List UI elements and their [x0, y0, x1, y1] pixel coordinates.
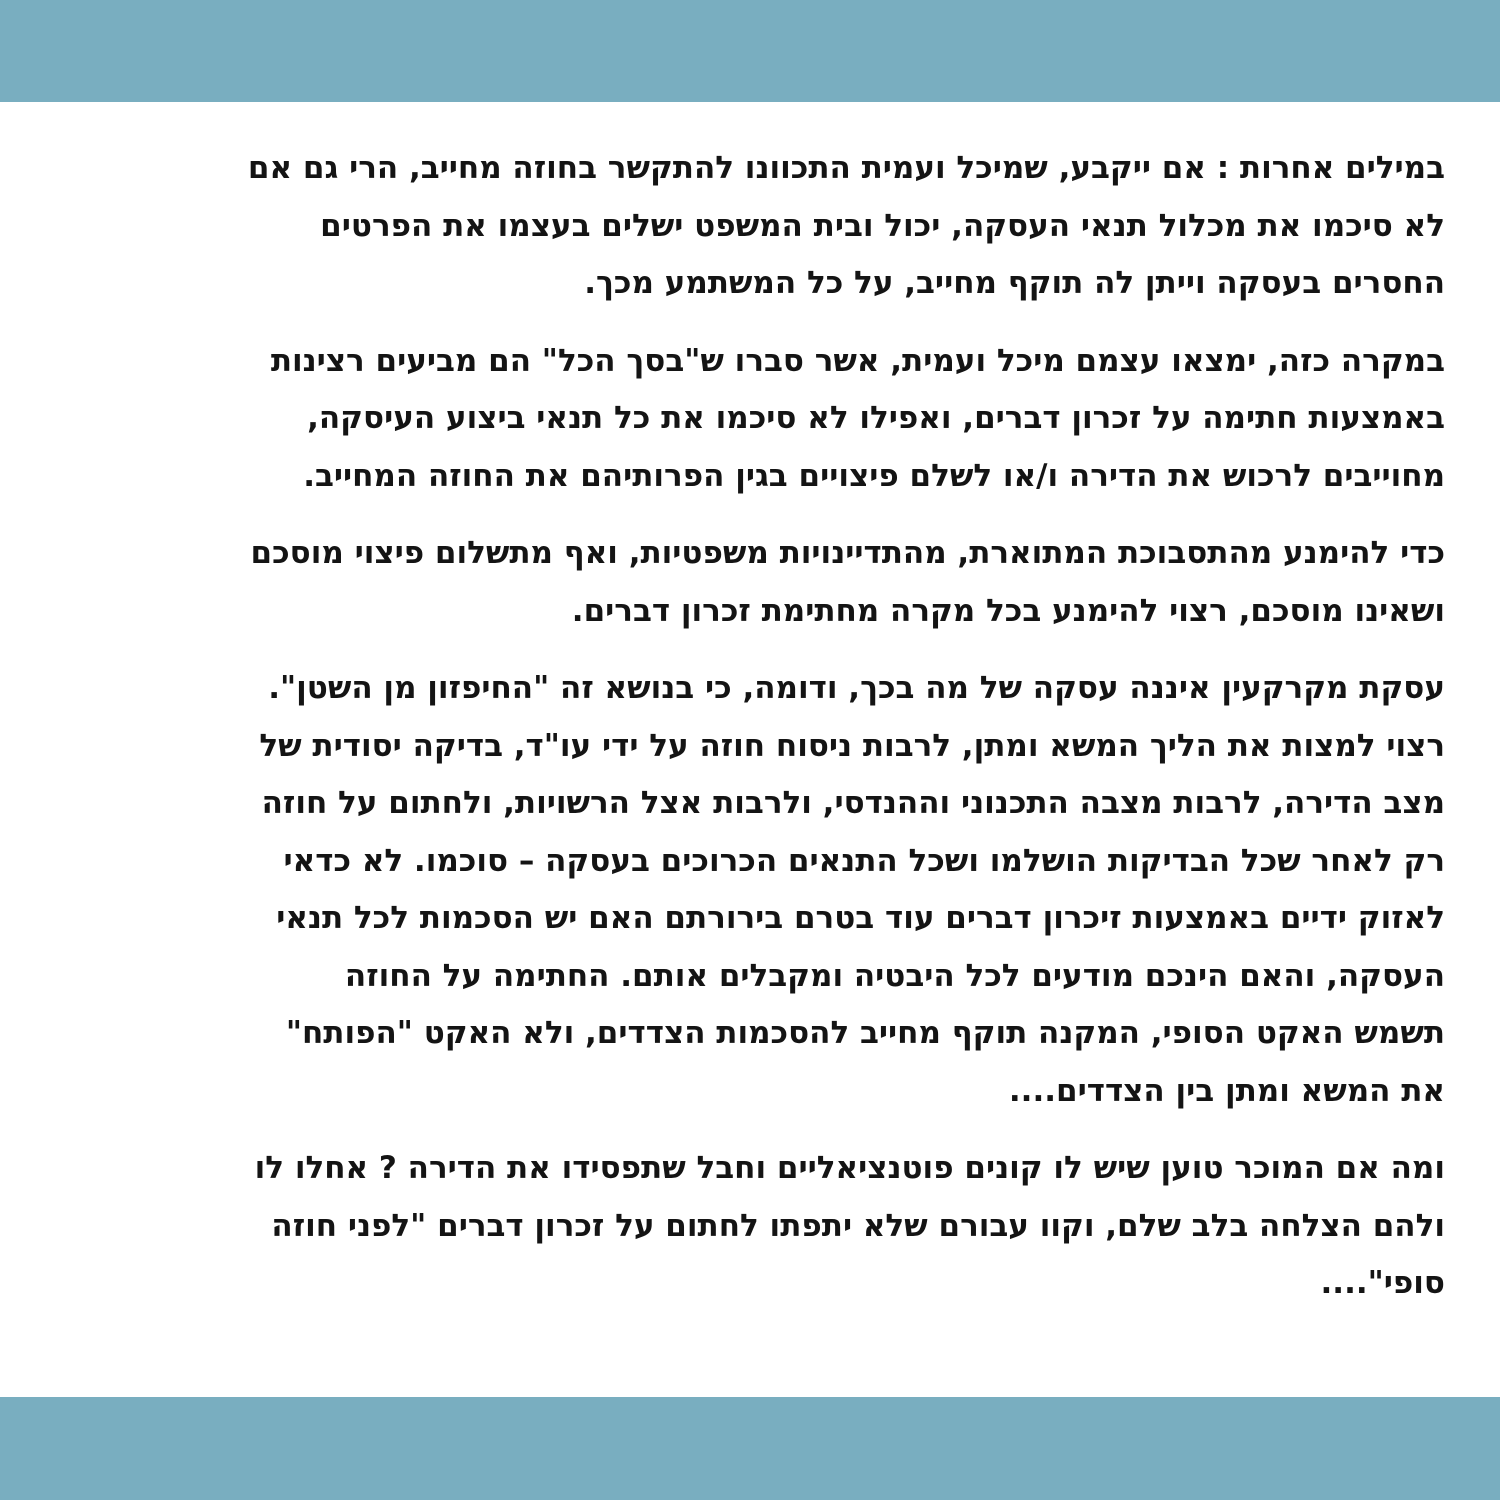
text-line: ומה אם המוכר טוען שיש לו קונים פוטנציאליים וחבל שתפסידו את הדירה ? אחלו לו — [254, 1150, 1445, 1186]
paragraph-3 — [50, 525, 1445, 640]
paragraph-1 — [50, 140, 1445, 313]
text-line: במקרה כזה, ימצאו עצמם מיכל ועמית, אשר סברו ש"בסך הכל" הם מביעים רצינות — [270, 342, 1445, 379]
text-line: מחוייבים לרכוש את הדירה ו/או לשלם פיצויים בגין הפרותיהם את החוזה המחייב. — [303, 457, 1445, 494]
text-line: סופי".... — [1320, 1265, 1445, 1301]
text-line: עסקת מקרקעין איננה עסקה של מה בכך, ודומה, כי בנושא זה "החיפזון מן השטן". — [268, 670, 1445, 706]
text-line: במילים אחרות : אם ייקבע, שמיכל ועמית התכוונו להתקשר בחוזה מחייב, הרי גם אם — [247, 150, 1445, 186]
text-line: לאזוק ידיים באמצעות זיכרון דברים עוד בטרם בירורתם האם יש הסכמות לכל תנאי — [276, 900, 1445, 936]
document-text — [50, 140, 1445, 1333]
bottom-color-band — [0, 1397, 1500, 1500]
text-line: העסקה, והאם הינכם מודעים לכל היבטיה ומקבלים אותם. החתימה על החוזה — [344, 957, 1445, 994]
text-line: לא סיכמו את מכלול תנאי העסקה, יכול ובית המשפט ישלים בעצמו את הפרטים — [320, 207, 1445, 244]
text-line: ולהם הצלחה בלב שלם, וקוו עבורם שלא יתפתו לחתום על זכרון דברים "לפני חוזה — [271, 1207, 1445, 1244]
text-line: מצב הדירה, לרבות מצבה התכנוני וההנדסי, ולרבות אצל הרשויות, ולחתום על חוזה — [261, 785, 1445, 821]
text-line: ושאינו מוסכם, רצוי להימנע בכל מקרה מחתימת זכרון דברים. — [571, 592, 1445, 629]
text-line: רצוי למצות את הליך המשא ומתן, לרבות ניסוח חוזה על ידי עו"ד, בדיקה יסודית של — [259, 727, 1445, 764]
top-color-band — [0, 0, 1500, 102]
document-page — [0, 102, 1500, 1397]
paragraph-4 — [50, 660, 1445, 1120]
paragraph-2 — [50, 333, 1445, 506]
text-line: תשמש האקט הסופי, המקנה תוקף מחייב להסכמות הצדדים, ולא האקט "הפותח" — [285, 1015, 1445, 1051]
text-line: החסרים בעסקה וייתן לה תוקף מחייב, על כל המשתמע מכך. — [584, 265, 1445, 301]
text-line: את המשא ומתן בין הצדדים.... — [1008, 1072, 1445, 1109]
text-line: כדי להימנע מהתסבוכת המתוארת, מהתדיינויות משפטיות, ואף מתשלום פיצוי מוסכם — [250, 535, 1445, 571]
text-line: באמצעות חתימה על זכרון דברים, ואפילו לא סיכמו את כל תנאי ביצוע העיסקה, — [307, 400, 1445, 436]
text-line: רק לאחר שכל הבדיקות הושלמו ושכל התנאים הכרוכים בעסקה – סוכמו. לא כדאי — [283, 842, 1445, 879]
paragraph-5 — [50, 1140, 1445, 1313]
